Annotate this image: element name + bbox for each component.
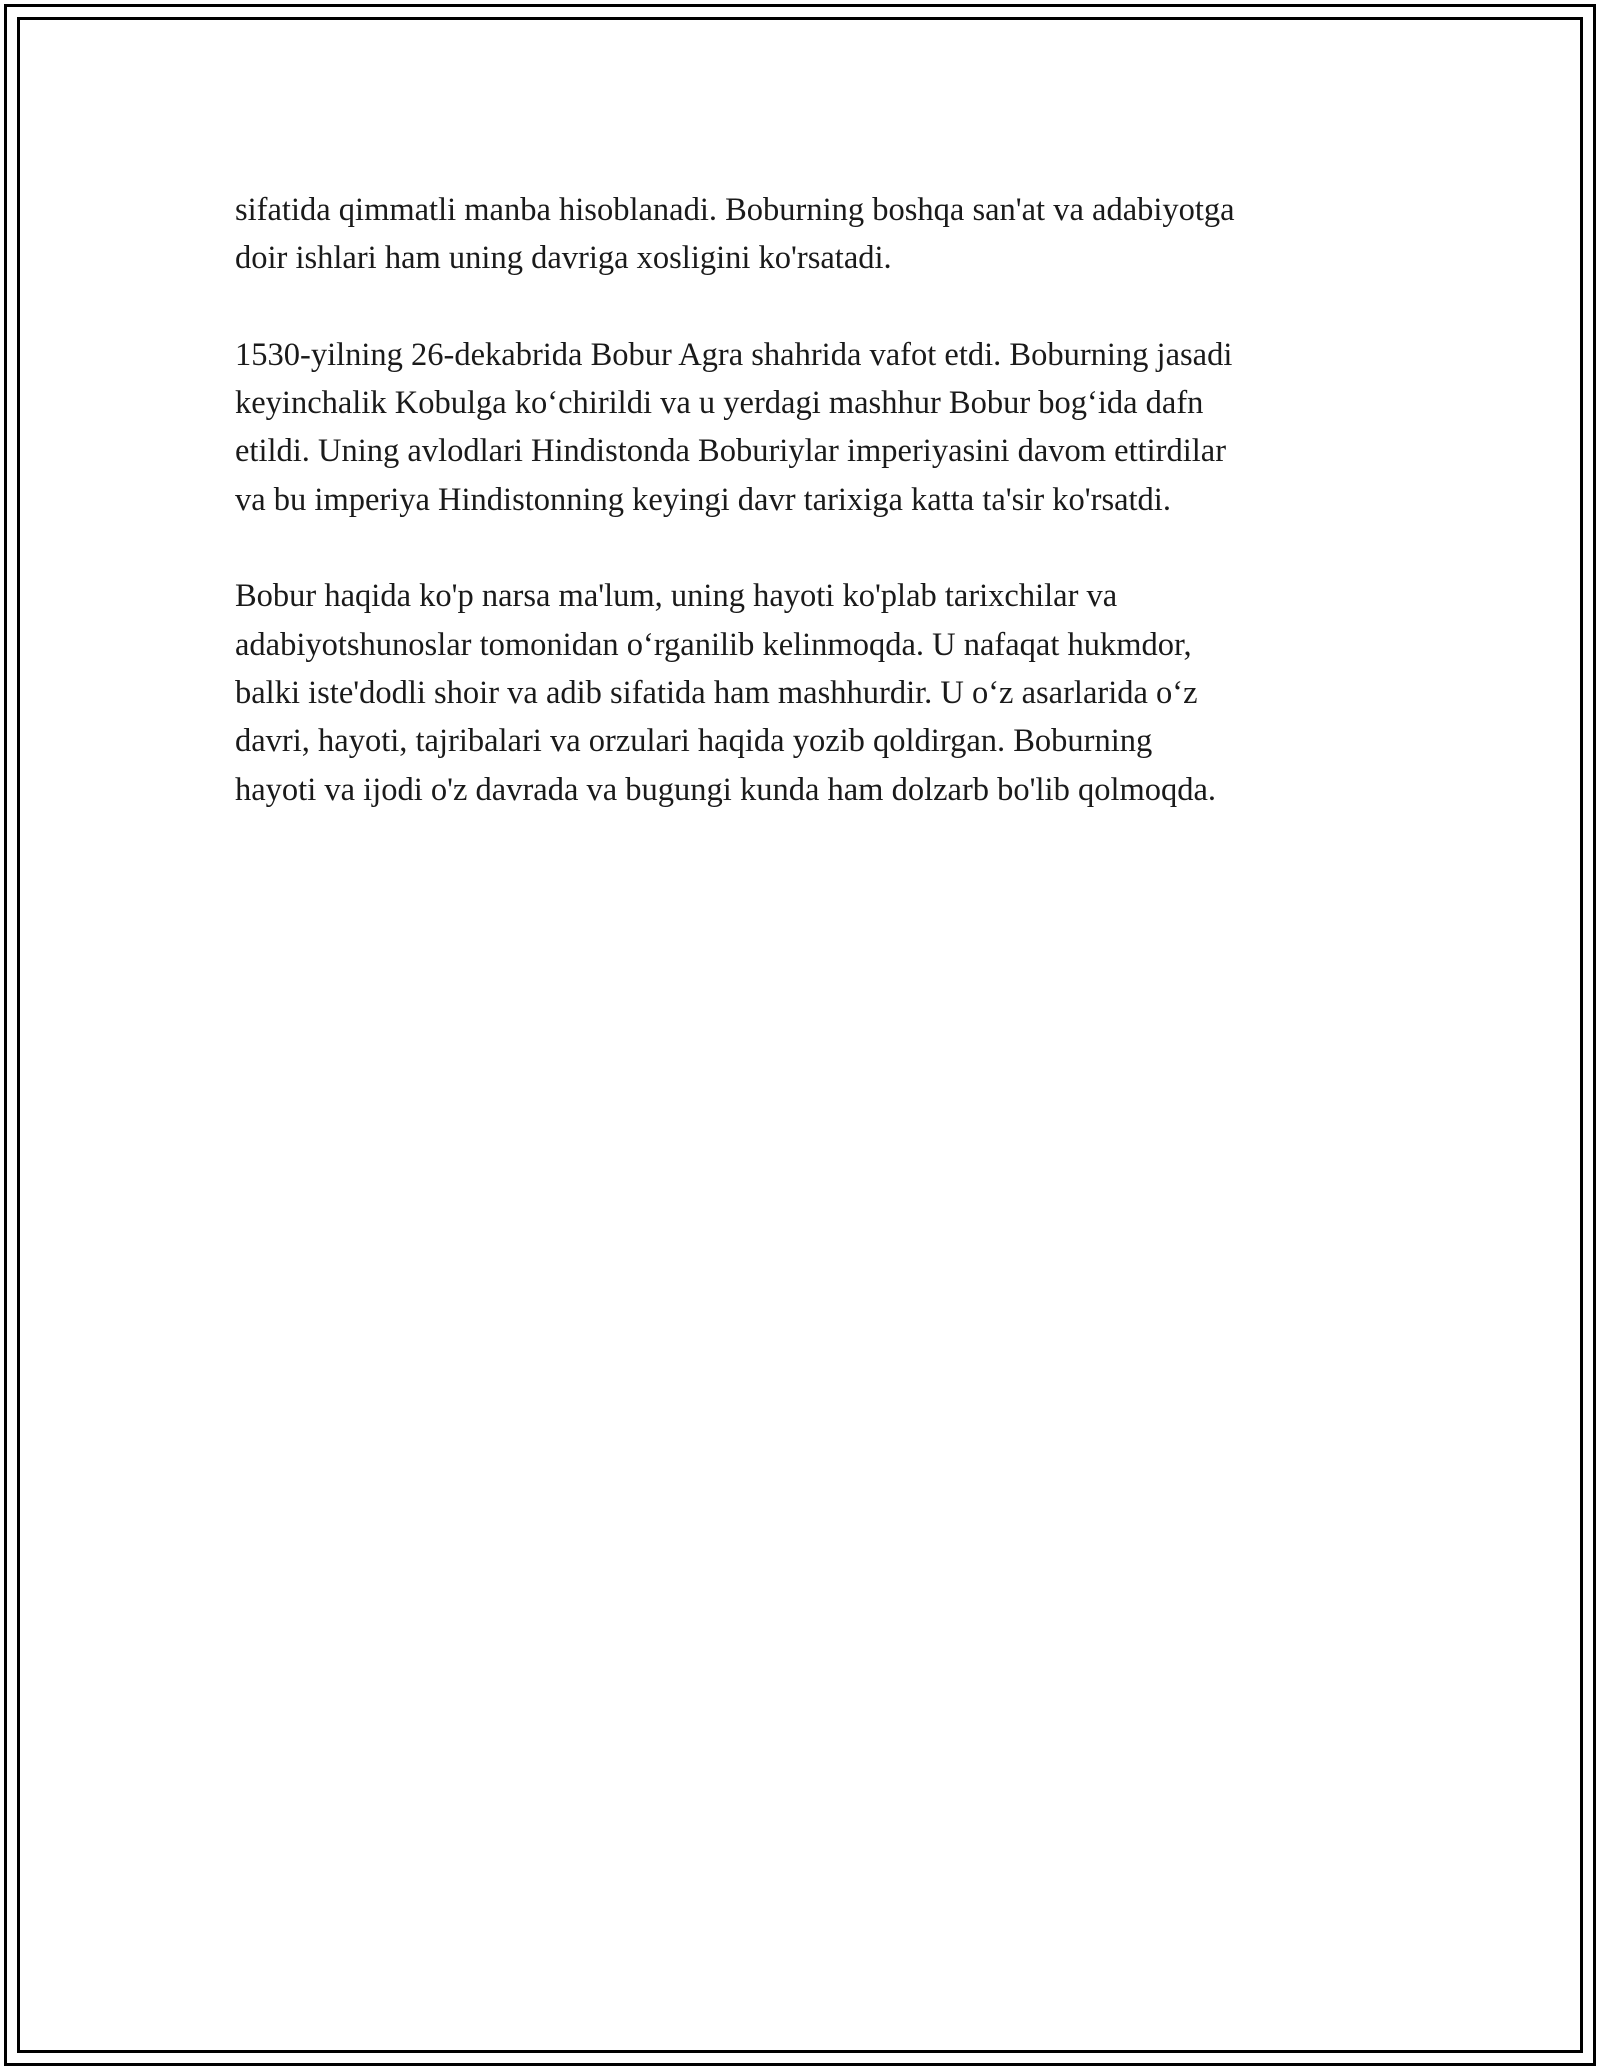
text-line: balki iste'dodli shoir va adib sifatida ham mashhurdir. U o‘z asarlarida o‘z bbox=[235, 674, 1198, 711]
document-body bbox=[235, 186, 1375, 862]
paragraph-1 bbox=[235, 186, 1375, 283]
text-line: etildi. Uning avlodlari Hindistonda Boburiylar imperiyasini davom ettirdilar bbox=[235, 433, 1227, 470]
text-line: doir ishlari ham uning davriga xosligini ko'rsatadi. bbox=[235, 240, 892, 277]
text-line: 1530-yilning 26-dekabrida Bobur Agra shahrida vafot etdi. Boburning jasadi bbox=[235, 336, 1233, 373]
paragraph-3 bbox=[235, 572, 1375, 813]
text-line: keyinchalik Kobulga ko‘chirildi va u yerdagi mashhur Bobur bog‘ida dafn bbox=[235, 385, 1204, 422]
paragraph-2 bbox=[235, 331, 1375, 524]
text-line: va bu imperiya Hindistonning keyingi davr tarixiga katta ta'sir ko'rsatdi. bbox=[235, 481, 1171, 518]
text-line: Bobur haqida ko'p narsa ma'lum, uning hayoti ko'plab tarixchilar va bbox=[235, 578, 1118, 615]
text-line: adabiyotshunoslar tomonidan o‘rganilib kelinmoqda. U nafaqat hukmdor, bbox=[235, 626, 1192, 663]
text-line: davri, hayoti, tajribalari va orzulari haqida yozib qoldirgan. Boburning bbox=[235, 723, 1153, 760]
text-line: hayoti va ijodi o'z davrada va bugungi kunda ham dolzarb bo'lib qolmoqda. bbox=[235, 771, 1217, 808]
text-line: sifatida qimmatli manba hisoblanadi. Boburning boshqa san'at va adabiyotga bbox=[235, 192, 1235, 228]
